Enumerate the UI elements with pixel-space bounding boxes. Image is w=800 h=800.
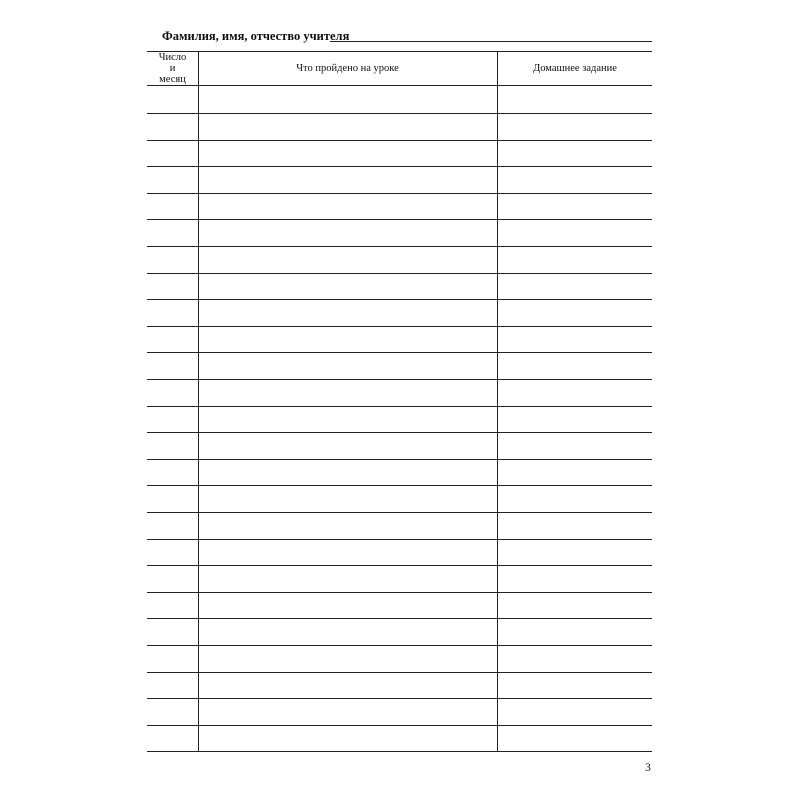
table-row[interactable]	[147, 672, 652, 673]
table-row[interactable]	[147, 219, 652, 220]
table-row[interactable]	[147, 273, 652, 274]
table-row[interactable]	[147, 565, 652, 566]
table-row[interactable]	[147, 432, 652, 433]
header-date-line-3: месяц	[159, 73, 186, 85]
table-row[interactable]	[147, 592, 652, 593]
header-homework: Домашнее задание	[533, 62, 617, 74]
table-row[interactable]	[147, 379, 652, 380]
table-row[interactable]	[147, 725, 652, 726]
table-row[interactable]	[147, 326, 652, 327]
header-date	[147, 51, 198, 85]
table-row[interactable]	[147, 512, 652, 513]
column-divider-topic	[497, 51, 498, 752]
table-row[interactable]	[147, 459, 652, 460]
header-date-line-2: и	[169, 62, 176, 74]
table-row[interactable]	[147, 539, 652, 540]
column-divider-date	[198, 51, 199, 752]
table-row[interactable]	[147, 166, 652, 167]
table-row[interactable]	[147, 406, 652, 407]
table-row[interactable]	[147, 751, 652, 752]
header-topic: Что пройдено на уроке	[296, 62, 399, 74]
table-row[interactable]	[147, 698, 652, 699]
table-row[interactable]	[147, 246, 652, 247]
table-row[interactable]	[147, 485, 652, 486]
table-row[interactable]	[147, 113, 652, 114]
table-row[interactable]	[147, 645, 652, 646]
table-row[interactable]	[147, 299, 652, 300]
lesson-journal-table	[147, 51, 652, 752]
page-number: 3	[645, 762, 651, 774]
teacher-name-field[interactable]	[330, 41, 652, 42]
teacher-name-label: Фамилия, имя, отчество учителя	[162, 29, 350, 43]
header-date-line-1: Число	[158, 51, 187, 63]
teacher-name-row	[162, 28, 652, 44]
table-row[interactable]	[147, 140, 652, 141]
table-row[interactable]	[147, 193, 652, 194]
table-row[interactable]	[147, 352, 652, 353]
header-bottom-border	[147, 85, 652, 86]
table-row[interactable]	[147, 618, 652, 619]
